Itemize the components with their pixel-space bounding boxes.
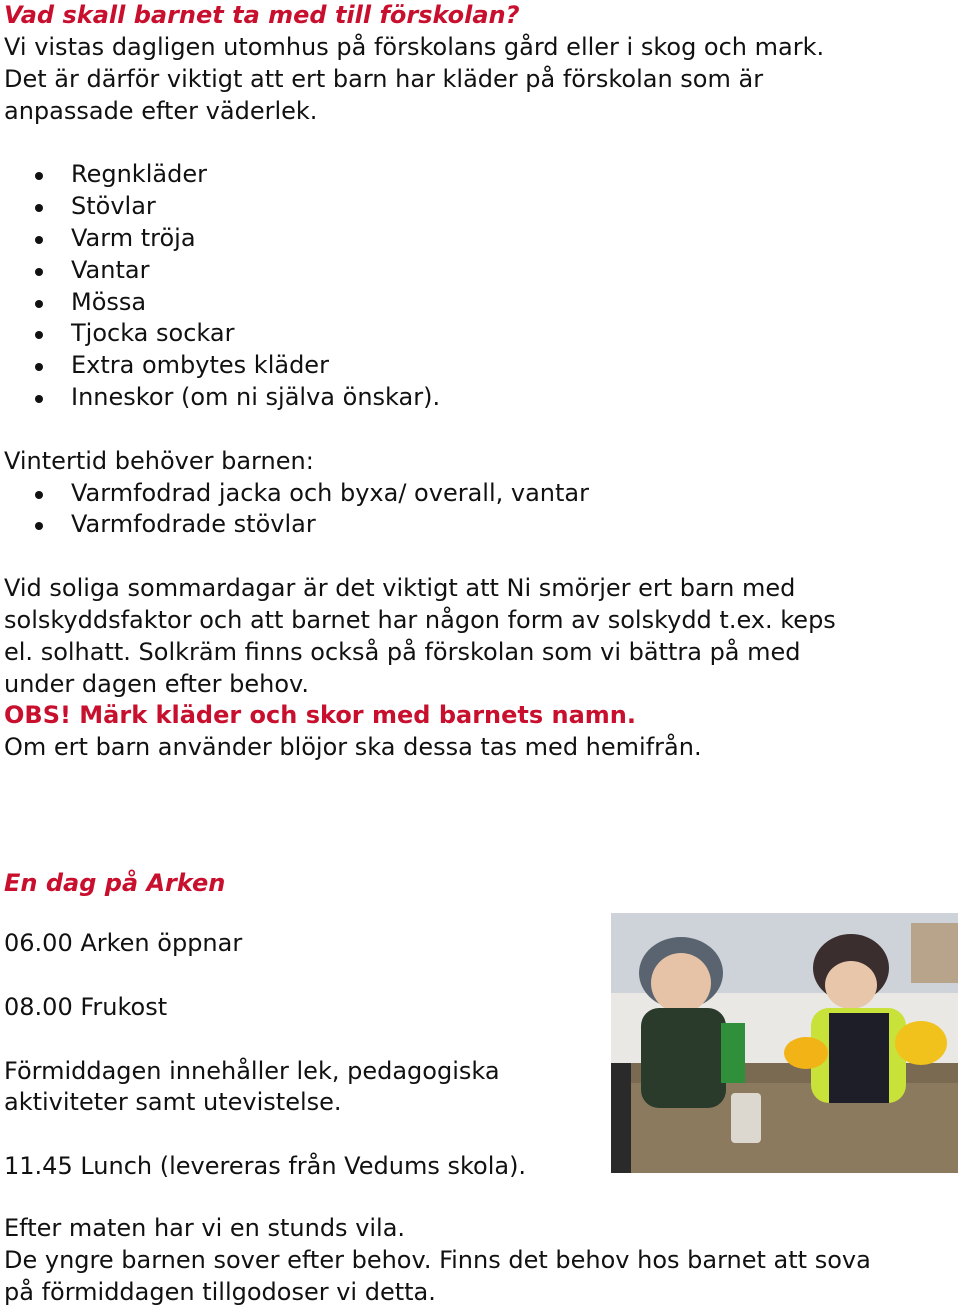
list-item: Extra ombytes kläder [4,350,954,382]
summer-paragraph: Vid soliga sommardagar är det viktigt att Ni smörjer ert barn med solskyddsfaktor och att barnet har någon form av solskydd t.ex. keps el. solhatt. Solkräm finns också på förskolan som vi bättra på med under dagen efter behov. [4,574,836,698]
schedule-morning: Förmiddagen innehåller lek, pedagogiska aktiviteter samt utevistelse. [4,1056,500,1117]
obs-text: Märk kläder och skor med barnets namn. [79,701,636,730]
winter-label: Vintertid behöver barnen: [4,446,314,475]
list-item: Inneskor (om ni själva önskar). [4,382,954,414]
schedule-breakfast: 08.00 Frukost [4,992,168,1021]
rest-line-2: De yngre barnen sover efter behov. Finns det behov hos barnet att sova på förmiddagen tillgodoser vi detta. [4,1245,871,1306]
list-item: Regnkläder [4,159,954,191]
list-item: Stövlar [4,191,954,223]
day-schedule [4,928,604,1183]
rest-section [4,1213,954,1308]
list-item: Tjocka sockar [4,318,954,350]
list-item: Varmfodrade stövlar [4,509,954,541]
section-title-day: En dag på Arken [4,868,226,897]
obs-label: OBS! [4,701,71,730]
intro-paragraph: Vi vistas dagligen utomhus på förskolans gård eller i skog och mark. Det är därför viktigt att ert barn har kläder på förskolan som är anpassade efter väderlek. [4,33,825,125]
winter-list [4,478,954,542]
list-item: Mössa [4,287,954,319]
list-item: Varm tröja [4,223,954,255]
rest-line-1: Efter maten har vi en stunds vila. [4,1214,406,1242]
diaper-paragraph: Om ert barn använder blöjor ska dessa tas med hemifrån. [4,733,702,762]
document-page [4,0,954,900]
section-title-clothes: Vad skall barnet ta med till förskolan? [4,1,520,29]
clothing-list [4,159,954,413]
list-item: Varmfodrad jacka och byxa/ overall, vantar [4,478,954,510]
photo-illustration [611,913,958,1173]
schedule-open: 06.00 Arken öppnar [4,929,243,957]
list-item: Vantar [4,255,954,287]
obs-notice [4,700,954,732]
schedule-lunch: 11.45 Lunch (levereras från Vedums skola). [4,1152,527,1181]
children-playing-photo [611,913,958,1173]
